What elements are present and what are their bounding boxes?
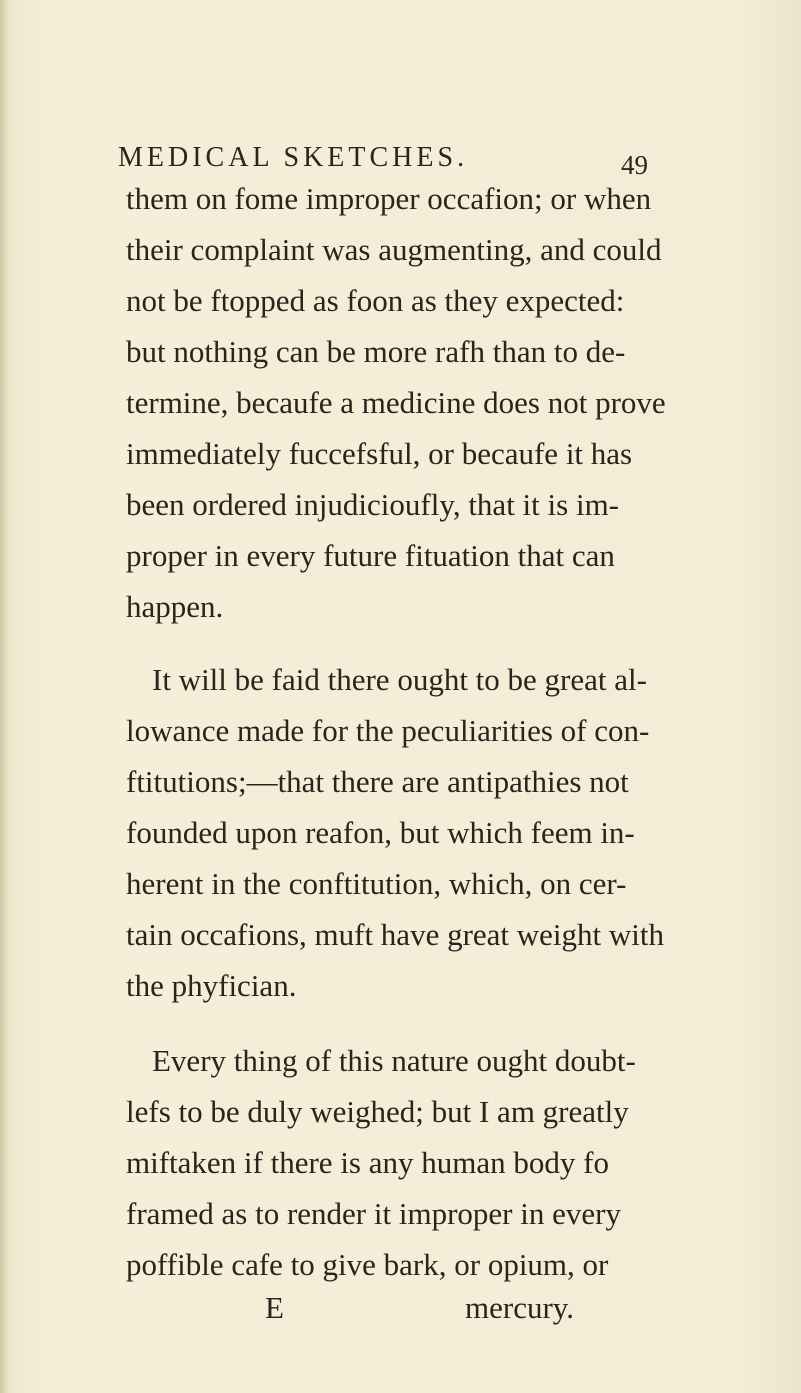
text-line: them on fome improper occafion; or when bbox=[126, 181, 652, 216]
signature-mark: E bbox=[265, 1290, 284, 1325]
text-line: but nothing can be more rafh than to de- bbox=[126, 334, 626, 369]
text-line: miftaken if there is any human body fo bbox=[126, 1145, 609, 1180]
text-line: not be ftopped as foon as they expected: bbox=[126, 283, 625, 318]
text-line: poffible cafe to give bark, or opium, or bbox=[126, 1247, 609, 1282]
page-number: 49 bbox=[621, 150, 648, 180]
text-line: termine, becaufe a medicine does not prove bbox=[126, 385, 666, 420]
text-line: herent in the conftitution, which, on cer- bbox=[126, 866, 627, 901]
text-line: It will be faid there ought to be great al- bbox=[152, 662, 647, 697]
text-line: happen. bbox=[126, 589, 224, 624]
text-line: framed as to render it improper in every bbox=[126, 1196, 621, 1231]
text-line: been ordered injudicioufly, that it is im- bbox=[126, 487, 620, 522]
text-line: ftitutions;—that there are antipathies not bbox=[126, 764, 629, 799]
text-line: the phyfician. bbox=[126, 968, 297, 1003]
text-line: lefs to be duly weighed; but I am greatly bbox=[126, 1094, 629, 1129]
text-line: Every thing of this nature ought doubt- bbox=[152, 1043, 636, 1078]
catchword: mercury. bbox=[465, 1290, 575, 1325]
text-line: lowance made for the peculiarities of con- bbox=[126, 713, 650, 748]
text-line: tain occafions, muft have great weight with bbox=[126, 917, 665, 952]
text-line: founded upon reafon, but which feem in- bbox=[126, 815, 635, 850]
text-line: their complaint was augmenting, and could bbox=[126, 232, 662, 267]
page-gutter-shadow bbox=[0, 0, 8, 1393]
running-title: MEDICAL SKETCHES. bbox=[118, 142, 469, 173]
running-head bbox=[118, 142, 678, 182]
text-line: immediately fuccefsful, or becaufe it has bbox=[126, 436, 633, 471]
text-line: proper in every future fituation that can bbox=[126, 538, 615, 573]
